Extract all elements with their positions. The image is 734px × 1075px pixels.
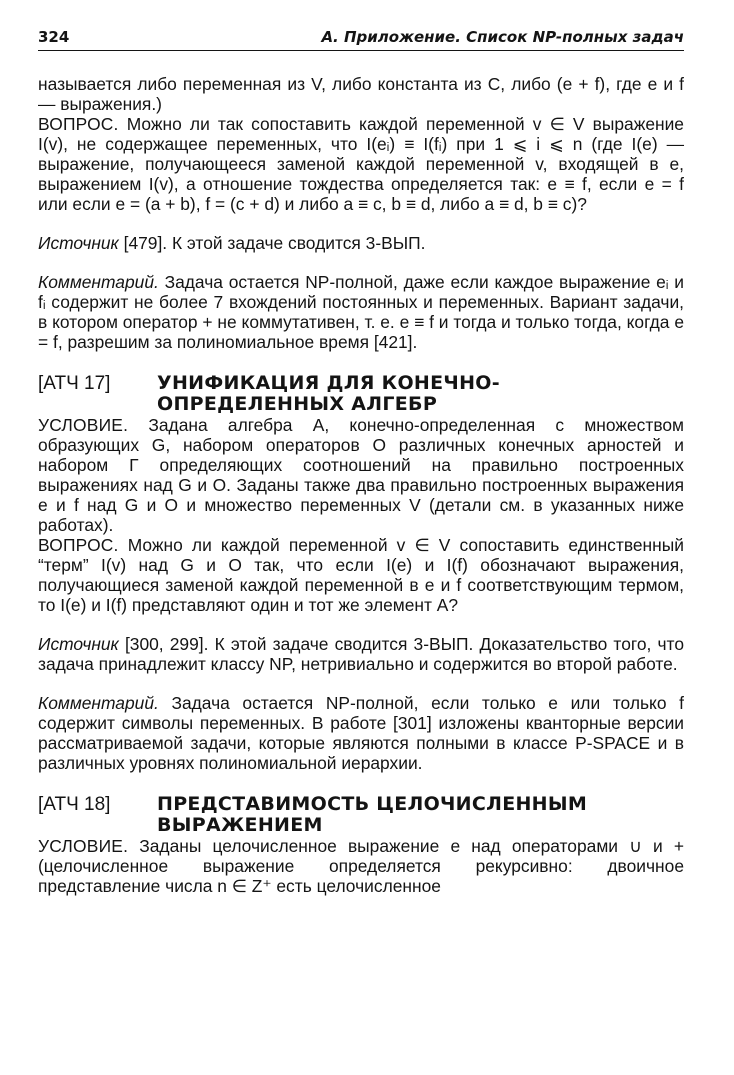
question-keyword: ВОПРОС.: [38, 535, 119, 555]
page-number: 324: [38, 28, 70, 46]
condition-paragraph: [38, 836, 684, 896]
comment-label: Комментарий.: [38, 693, 159, 713]
paragraph-text: [479]. К этой задаче сводится 3-ВЫП.: [123, 233, 426, 253]
comment-paragraph: [38, 272, 684, 352]
condition-paragraph: [38, 415, 684, 535]
comment-paragraph: [38, 693, 684, 773]
paragraph-text: Задача остается NP-полной, если только e или только f содержит символы переменных. В работе [301] изложены кванторные версии рассматриваемой задачи, которые являются полными в классе P-SPACE и в различных уровнях полиномиальной иерархии.: [38, 693, 684, 773]
paragraph-text: Можно ли каждой переменной v ∈ V сопоставить единственный “терм” I(v) над G и O так, что если I(e) и I(f) обозначают выражения, получающиеся заменой каждой переменной в e и f соответствующим термом, то I(e) и I(f) представляют один и тот же элемент A?: [38, 535, 684, 615]
spacer: [38, 214, 684, 233]
problem-heading-17: [38, 373, 684, 415]
question-paragraph: [38, 535, 684, 615]
page-body: [38, 74, 684, 896]
spacer: [38, 674, 684, 693]
problem-heading-18: [38, 794, 684, 836]
running-title: А. Приложение. Список NP-полных задач: [321, 28, 684, 46]
source-paragraph: [38, 634, 684, 674]
comment-label: Комментарий.: [38, 272, 159, 292]
problem-title: УНИФИКАЦИЯ ДЛЯ КОНЕЧНО- ОПРЕДЕЛЕННЫХ АЛГЕБР: [157, 372, 500, 415]
problem-code: [АТЧ 18]: [38, 794, 111, 815]
spacer: [38, 615, 684, 634]
condition-keyword: УСЛОВИЕ.: [38, 836, 129, 856]
paragraph-text: Задача остается NP-полной, даже если каждое выражение eᵢ и fᵢ содержит не более 7 вхождений постоянных и переменных. Вариант задачи, в котором оператор + не коммутативен, т. е. e ≡ f и тогда и только тогда, когда e = f, разрешим за полиномиальное время [421].: [38, 272, 685, 352]
spacer: [38, 253, 684, 272]
paragraph-text: называется либо переменная из V, либо константа из C, либо (e + f), где e и f — выражения.): [38, 74, 684, 114]
source-paragraph: [38, 233, 684, 253]
header-rule: [38, 50, 684, 51]
source-label: Источник: [38, 233, 119, 253]
question-paragraph: [38, 114, 684, 214]
source-label: Источник: [38, 634, 119, 654]
problem-title: ПРЕДСТАВИМОСТЬ ЦЕЛОЧИСЛЕННЫМ ВЫРАЖЕНИЕМ: [157, 793, 588, 836]
question-keyword: ВОПРОС.: [38, 114, 119, 134]
spacer: [38, 773, 684, 794]
paragraph-text: Можно ли так сопоставить каждой переменной v ∈ V выражение I(v), не содержащее переменных, что I(eᵢ) ≡ I(fᵢ) при 1 ⩽ i ⩽ n (где I(e) — выражение, получающееся заменой каждой переменной v, входящей в e, выражением I(v), а отношение тождества определяется так: e ≡ f, если e = f или если e = (a + b), f = (c + d) и либо a ≡ c, b ≡ d, либо a ≡ d, b ≡ c)?: [38, 114, 684, 214]
paragraph-text: [300, 299]. К этой задаче сводится 3-ВЫП. Доказательство того, что задача принадлежит классу NP, нетривиально и содержится во второй работе.: [38, 634, 684, 674]
condition-keyword: УСЛОВИЕ.: [38, 415, 129, 435]
paragraph-intro: [38, 74, 684, 114]
page-header: [38, 26, 684, 52]
paragraph-text: Заданы целочисленное выражение e над операторами ∪ и + (целочисленное выражение определяется рекурсивно: двоичное представление числа n ∈ Z⁺ есть целочисленное: [38, 836, 684, 896]
spacer: [38, 352, 684, 373]
problem-code: [АТЧ 17]: [38, 373, 111, 394]
paragraph-text: Задана алгебра A, конечно-определенная с множеством образующих G, набором операторов O различных конечных арностей и набором Γ определяющих соотношений на правильно построенных выражениях над G и O. Заданы также два правильно построенных выражения e и f над G и O и множество переменных V (детали см. в указанных ниже работах).: [38, 415, 684, 535]
